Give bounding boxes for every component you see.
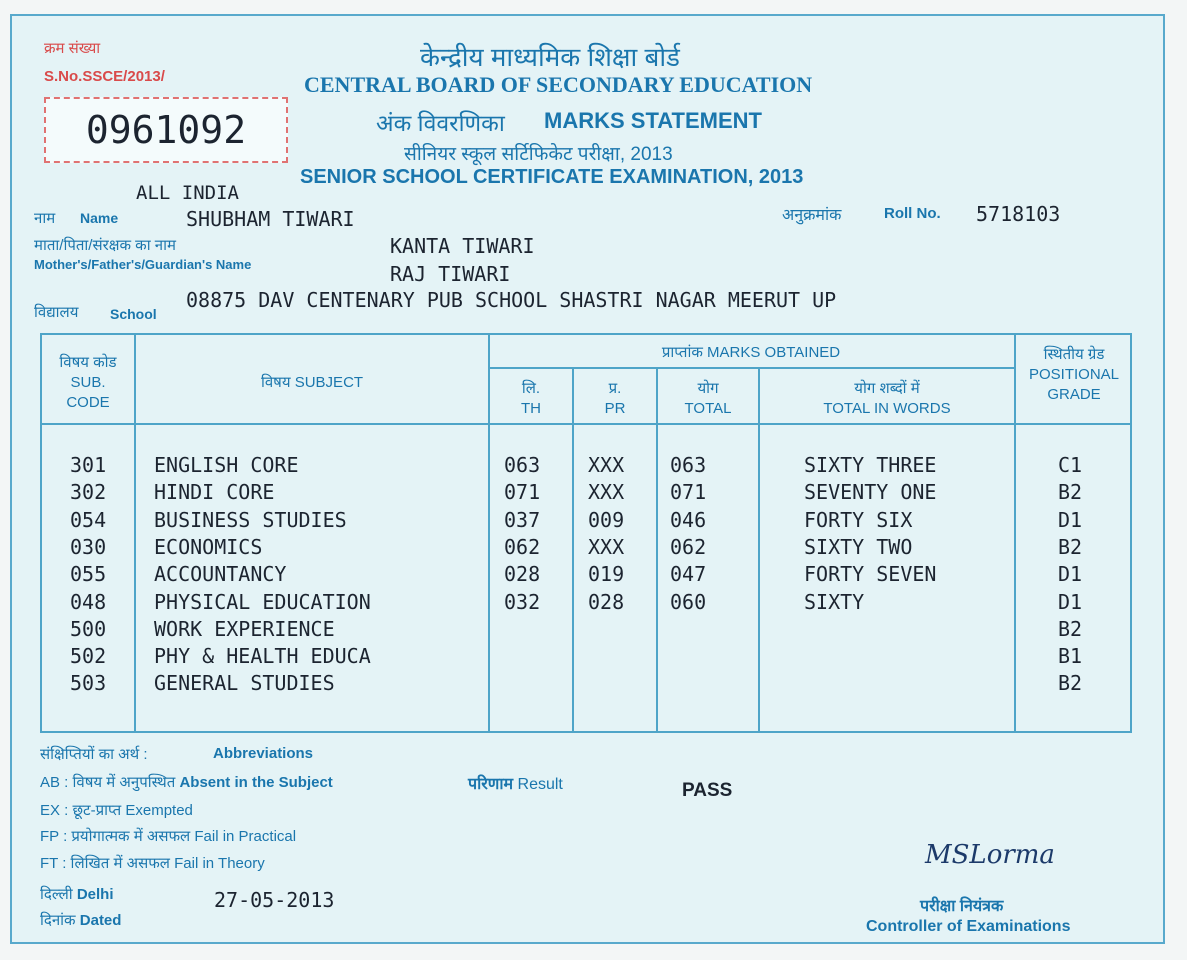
abbr-fail-practical: FP : प्रयोगात्मक में असफल Fail in Practical [40,828,297,845]
cell-subject: BUSINESS STUDIES [154,507,347,532]
table-row [42,508,1130,535]
cell-grade: C1 [1058,453,1083,477]
abbr-exempted: EX : छूट-प्राप्त Exempted [40,802,193,819]
cell-th: 032 [504,589,541,614]
cell-total: 060 [670,589,707,614]
exam-title-hindi: सीनियर स्कूल सर्टिफिकेट परीक्षा, 2013 [404,144,673,165]
school-name: 08875 DAV CENTENARY PUB SCHOOL SHASTRI NAGAR MEERUT UP [186,288,837,312]
cell-total: 063 [670,453,707,477]
table-row [42,453,1130,480]
cell-words: SIXTY THREE [804,453,937,477]
cell-subject: HINDI CORE [154,480,275,505]
header-grade: स्थितीय ग्रेड POSITIONAL GRADE [1028,346,1120,403]
issue-date: 27-05-2013 [214,888,335,912]
cell-th: 071 [504,480,541,505]
controller-signature: MSLorma [925,840,1055,870]
cell-code: 030 [70,534,107,559]
cell-words: SEVENTY ONE [804,480,937,505]
table-row [42,562,1130,589]
cell-grade: B1 [1058,644,1083,669]
name-label-hindi: नाम [34,210,56,227]
header-subject: विषय SUBJECT [260,374,364,391]
cell-total: 046 [670,507,707,532]
cell-th: 062 [504,534,541,559]
statement-title-hindi: अंक विवरणिका [376,110,505,136]
cell-total: 071 [670,480,707,505]
guardian-label: Mother's/Father's/Guardian's Name [34,257,252,272]
header-marks-obtained: प्राप्तांक MARKS OBTAINED [661,344,841,361]
student-name: SHUBHAM TIWARI [186,207,355,231]
cell-grade: B2 [1058,671,1083,696]
cell-subject: ACCOUNTANCY [154,562,287,587]
abbreviations-title: Abbreviations [213,745,314,762]
cell-subject: ENGLISH CORE [154,453,299,477]
cell-code: 503 [70,671,107,696]
cell-grade: B2 [1058,480,1083,505]
serial-number: 0961092 [85,108,247,152]
header-theory: लि. TH [521,380,541,417]
abbr-fail-theory: FT : लिखित में असफल Fail in Theory [40,855,265,872]
cell-th: 028 [504,562,541,587]
header-total: योग TOTAL [684,380,732,417]
header-total-words: योग शब्दों में TOTAL IN WORDS [823,380,951,417]
cell-code: 055 [70,562,107,587]
header-practical: प्र. PR [604,380,626,417]
cell-grade: D1 [1058,589,1083,614]
school-label-hindi: विद्यालय [34,304,79,321]
roll-number: 5718103 [976,202,1061,226]
cell-th: 037 [504,507,541,532]
exam-scope: ALL INDIA [136,182,239,204]
cell-pr: XXX [588,453,625,477]
cell-pr: XXX [588,480,625,505]
cell-th: 063 [504,453,541,477]
cell-pr: 028 [588,589,625,614]
abbreviations-title-hindi: संक्षिप्तियों का अर्थ : [40,746,148,763]
controller-title-hindi: परीक्षा नियंत्रक [920,898,1004,915]
cell-words: FORTY SIX [804,507,913,532]
board-name: CENTRAL BOARD OF SECONDARY EDUCATION [304,72,813,97]
serial-label: S.No.SSCE/2013/ [44,68,165,85]
place-label: दिल्ली Delhi [40,886,114,903]
cell-pr: 019 [588,562,625,587]
table-row [42,671,1130,698]
cell-code: 048 [70,589,107,614]
serial-label-hindi: क्रम संख्या [44,40,101,57]
cell-code: 301 [70,453,107,477]
name-label: Name [80,210,119,226]
table-row [42,644,1130,671]
cell-code: 500 [70,616,107,641]
cell-code: 502 [70,644,107,669]
cell-words: SIXTY [804,589,865,614]
guardian-label-hindi: माता/पिता/संरक्षक का नाम [34,237,176,254]
statement-title: MARKS STATEMENT [544,108,762,133]
mother-name: KANTA TIWARI [390,234,535,258]
date-label: दिनांक Dated [40,912,122,929]
cell-pr: 009 [588,507,625,532]
cell-words: FORTY SEVEN [804,562,937,587]
cell-pr: XXX [588,534,625,559]
cell-subject: PHYSICAL EDUCATION [154,589,371,614]
table-row [42,590,1130,617]
abbr-absent: AB : विषय में अनुपस्थित Absent in the Subject [40,774,333,791]
father-name: RAJ TIWARI [390,262,511,286]
cell-subject: ECONOMICS [154,534,263,559]
cell-subject: WORK EXPERIENCE [154,616,335,641]
roll-label-hindi: अनुक्रमांक [782,207,842,224]
cell-grade: B2 [1058,616,1083,641]
cell-code: 054 [70,507,107,532]
cell-code: 302 [70,480,107,505]
school-label: School [110,306,157,322]
cell-total: 047 [670,562,707,587]
cell-grade: D1 [1058,562,1083,587]
exam-title: SENIOR SCHOOL CERTIFICATE EXAMINATION, 2013 [300,166,804,188]
cell-total: 062 [670,534,707,559]
marks-table [40,333,1132,733]
cell-grade: B2 [1058,534,1083,559]
roll-label: Roll No. [884,205,941,222]
cell-subject: PHY & HEALTH EDUCA [154,644,371,669]
cell-words: SIXTY TWO [804,534,913,559]
controller-title: Controller of Examinations [866,918,1071,935]
result-value: PASS [682,780,733,801]
board-name-hindi: केन्द्रीय माध्यमिक शिक्षा बोर्ड [420,42,680,72]
result-label: परिणाम Result [468,776,563,793]
table-row [42,480,1130,507]
table-row [42,535,1130,562]
cell-subject: GENERAL STUDIES [154,671,335,696]
table-row [42,617,1130,644]
cell-grade: D1 [1058,507,1083,532]
header-code: विषय कोड SUB. CODE [59,354,117,411]
serial-number-box [44,97,288,163]
